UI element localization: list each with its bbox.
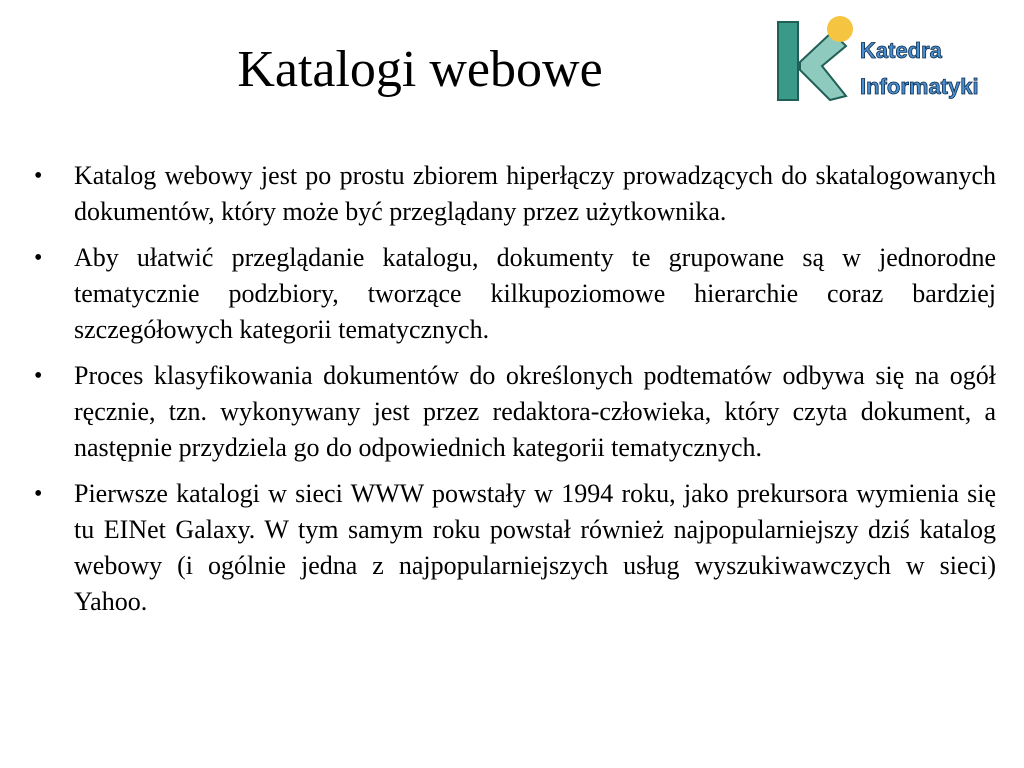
logo-text-line1: Katedra	[860, 38, 942, 63]
bullet-icon: •	[34, 363, 43, 389]
logo-graphic	[774, 14, 1014, 106]
list-item	[34, 476, 996, 620]
katedra-informatyki-logo	[774, 14, 1014, 106]
bullet-text: Katalog webowy jest po prostu zbiorem hiperłączy prowadzących do skatalogowanych dokumentów, który może być przeglądany przez użytkownika.	[74, 161, 996, 226]
logo-k-arm-icon	[800, 32, 846, 100]
logo-k-stem-icon	[778, 22, 798, 100]
bullet-text: Pierwsze katalogi w sieci WWW powstały w 1994 roku, jako prekursora wymienia się tu EINet Galaxy. W tym samym roku powstał również najpopularniejszy dziś katalog webowy (i ogólnie jedna z najpopularniejszych usług wyszukiwawczych w sieci) Yahoo.	[74, 479, 996, 616]
logo-text-line2: Informatyki	[860, 74, 979, 99]
bullet-text: Aby ułatwić przeglądanie katalogu, dokumenty te grupowane są w jednorodne tematycznie podzbiory, tworzące kilkupoziomowe hierarchie coraz bardziej szczegółowych kategorii tematycznych.	[74, 243, 996, 344]
bullet-icon: •	[34, 163, 43, 189]
bullet-list	[34, 158, 996, 630]
bullet-icon: •	[34, 481, 43, 507]
list-item	[34, 358, 996, 466]
bullet-text: Proces klasyfikowania dokumentów do określonych podtematów odbywa się na ogół ręcznie, tzn. wykonywany jest przez redaktora-człowieka, który czyta dokument, a następnie przydziela go do odpowiednich kategorii tematycznych.	[74, 361, 996, 462]
logo-sun-icon	[827, 16, 853, 42]
list-item	[34, 240, 996, 348]
slide-title: Katalogi webowe	[237, 41, 603, 98]
list-item	[34, 158, 996, 230]
bullet-icon: •	[34, 245, 43, 271]
